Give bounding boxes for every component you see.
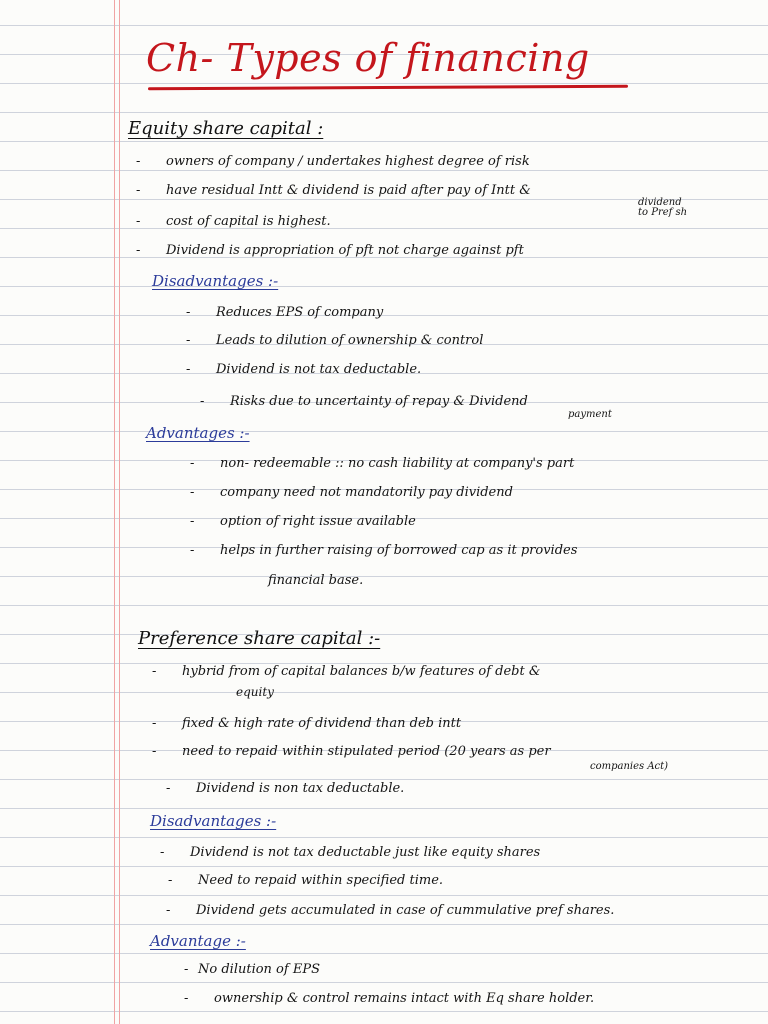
equity-advantage-item: - company need not mandatorily pay dividend bbox=[190, 485, 513, 500]
equity-advantage-item: - option of right issue available bbox=[190, 514, 416, 529]
equity-point-note: dividend bbox=[638, 197, 682, 208]
preference-disadvantages-heading: Disadvantages :- bbox=[150, 812, 277, 830]
equity-point: - owners of company / undertakes highest degree of risk bbox=[136, 154, 530, 169]
preference-heading: Preference share capital :- bbox=[138, 628, 381, 649]
equity-disadvantage-note: payment bbox=[568, 409, 612, 420]
bullet-dash: - bbox=[136, 183, 141, 198]
equity-disadvantage-item: - Dividend is not tax deductable. bbox=[186, 362, 422, 377]
bullet-dash: - bbox=[186, 362, 191, 377]
bullet-dash: - bbox=[190, 485, 195, 500]
equity-disadvantage-item: - Risks due to uncertainty of repay & Dividend bbox=[200, 394, 528, 409]
equity-advantage-item: - non- redeemable :: no cash liability at company's part bbox=[190, 456, 575, 471]
preference-advantage-item: - No dilution of EPS bbox=[184, 962, 320, 977]
preference-disadvantage-item: - Dividend gets accumulated in case of cummulative pref shares. bbox=[166, 903, 615, 918]
bullet-dash: - bbox=[190, 514, 195, 529]
equity-advantage-item: - helps in further raising of borrowed cap as it provides bbox=[190, 543, 578, 558]
equity-point-note: to Pref sh bbox=[638, 207, 688, 218]
page-margin-line bbox=[119, 0, 120, 1024]
equity-disadvantage-item: - Leads to dilution of ownership & control bbox=[186, 333, 484, 348]
preference-point: - hybrid from of capital balances b/w features of debt & bbox=[152, 664, 541, 679]
bullet-dash: - bbox=[136, 154, 141, 169]
preference-point-note: companies Act) bbox=[590, 761, 669, 772]
bullet-dash: - bbox=[136, 214, 141, 229]
equity-advantages-heading: Advantages :- bbox=[146, 424, 250, 442]
preference-point: - fixed & high rate of dividend than deb intt bbox=[152, 716, 462, 731]
bullet-dash: - bbox=[168, 873, 173, 888]
preference-advantage-item: - ownership & control remains intact with Eq share holder. bbox=[184, 991, 595, 1006]
preference-advantages-heading: Advantage :- bbox=[150, 932, 246, 950]
preference-point: - need to repaid within stipulated period (20 years as per bbox=[152, 744, 551, 759]
bullet-dash: - bbox=[184, 991, 189, 1006]
bullet-dash: - bbox=[186, 305, 191, 320]
equity-point: - Dividend is appropriation of pft not charge against pft bbox=[136, 243, 524, 258]
equity-point: - cost of capital is highest. bbox=[136, 214, 331, 229]
equity-disadvantage-item: - Reduces EPS of company bbox=[186, 305, 384, 320]
bullet-dash: - bbox=[190, 456, 195, 471]
preference-disadvantage-item: - Dividend is not tax deductable just like equity shares bbox=[160, 845, 541, 860]
equity-point: - have residual Intt & dividend is paid after pay of Intt & bbox=[136, 183, 531, 198]
bullet-dash: - bbox=[200, 394, 205, 409]
preference-point: - Dividend is non tax deductable. bbox=[166, 781, 405, 796]
equity-advantage-continuation: financial base. bbox=[268, 573, 364, 588]
page-margin-line bbox=[114, 0, 115, 1024]
bullet-dash: - bbox=[136, 243, 141, 258]
bullet-dash: - bbox=[166, 781, 171, 796]
bullet-dash: - bbox=[190, 543, 195, 558]
bullet-dash: - bbox=[152, 716, 157, 731]
preference-point-continuation: equity bbox=[236, 685, 274, 699]
bullet-dash: - bbox=[152, 744, 157, 759]
title-underline bbox=[148, 85, 628, 91]
preference-disadvantage-item: - Need to repaid within specified time. bbox=[168, 873, 444, 888]
bullet-dash: - bbox=[152, 664, 157, 679]
bullet-dash: - bbox=[166, 903, 171, 918]
equity-disadvantages-heading: Disadvantages :- bbox=[152, 272, 279, 290]
bullet-dash: - bbox=[184, 962, 189, 977]
bullet-dash: - bbox=[186, 333, 191, 348]
page-title: Ch- Types of financing bbox=[146, 36, 590, 80]
equity-heading: Equity share capital : bbox=[128, 118, 324, 139]
bullet-dash: - bbox=[160, 845, 165, 860]
